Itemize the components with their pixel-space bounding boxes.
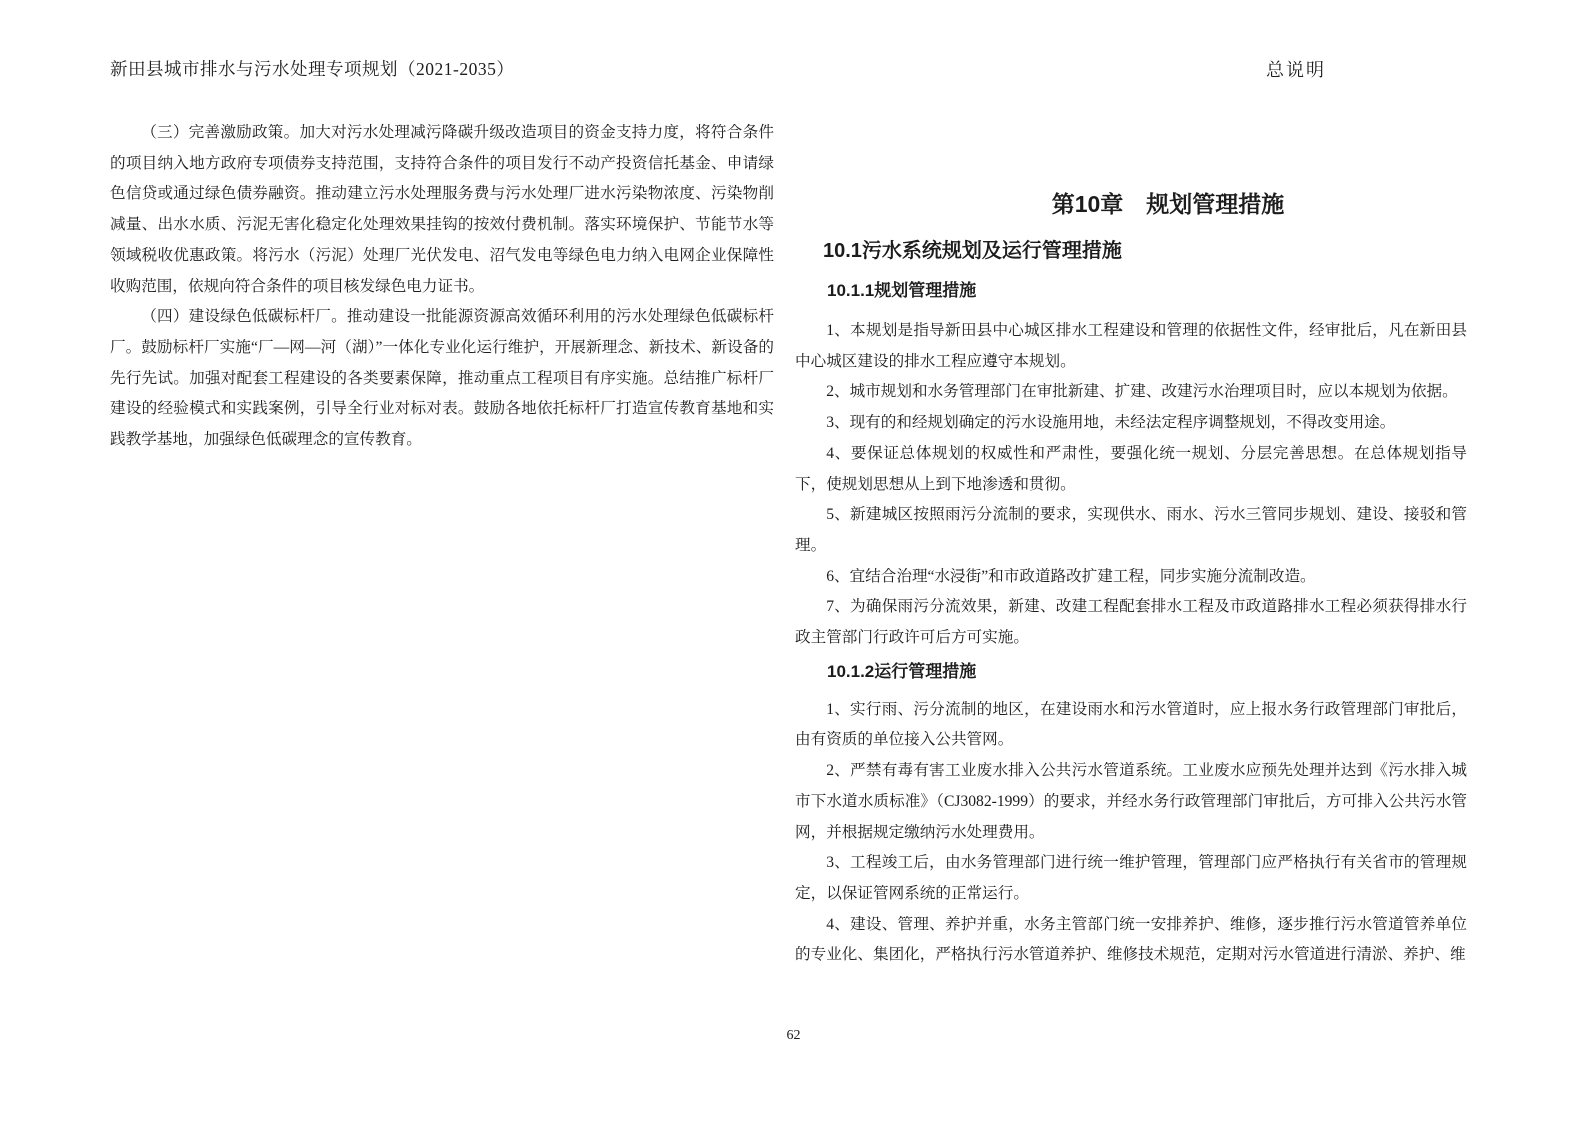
document-title: 新田县城市排水与污水处理专项规划（2021-2035） [110,59,515,79]
numbered-paragraph: 4、建设、管理、养护并重，水务主管部门统一安排养护、维修，逐步推行污水管道管养单位的专业化、集团化，严格执行污水管道养护、维修技术规范，定期对污水管道进行清淤、养护、维 [795,915,1467,964]
page-number: 62 [786,1028,801,1043]
numbered-paragraph: 3、工程竣工后，由水务管理部门进行统一维护管理，管理部门应严格执行有关省市的管理规定，以保证管网系统的正常运行。 [795,854,1467,902]
numbered-paragraph: 7、为确保雨污分流效果，新建、改建工程配套排水工程及市政道路排水工程必须获得排水行政主管部门行政许可后方可实施。 [795,598,1467,647]
left-column [110,118,774,456]
numbered-paragraph: 3、现有的和经规划确定的污水设施用地，未经法定程序调整规划，不得改变用途。 [826,414,1396,432]
section-heading-10-1: 10.1污水系统规划及运行管理措施 [823,240,1122,262]
numbered-paragraph: 1、实行雨、污分流制的地区，在建设雨水和污水管道时，应上报水务行政管理部门审批后，由有资质的单位接入公共管网。 [795,700,1467,749]
right-column [795,190,1467,971]
subsection-heading-10-1-1: 10.1.1规划管理措施 [827,281,977,300]
numbered-paragraph: 6、宜结合治理“水浸街”和市政道路改扩建工程，同步实施分流制改造。 [826,567,1316,585]
numbered-paragraph: 2、严禁有毒有害工业废水排入公共污水管道系统。工业废水应预先处理并达到《污水排入城市下水道水质标准》（CJ3082-1999）的要求，并经水务行政管理部门审批后，方可排入公共污水管网，并根据规定缴纳污水处理费用。 [795,762,1467,841]
paragraph-incentive-policy: （三）完善激励政策。加大对污水处理减污降碳升级改造项目的资金支持力度，将符合条件的项目纳入地方政府专项债券支持范围，支持符合条件的项目发行不动产投资信托基金、申请绿色信贷或通过绿色债券融资。推动建立污水处理服务费与污水处理厂进水污染物浓度、污染物削减量、出水水质、污泥无害化稳定化处理效果挂钩的按效付费机制。落实环境保护、节能节水等领域税收优惠政策。将污水（污泥）处理厂光伏发电、沼气发电等绿色电力纳入电网企业保障性收购范围，依规向符合条件的项目核发绿色电力证书。 [110,124,774,295]
numbered-paragraph: 2、城市规划和水务管理部门在审批新建、扩建、改建污水治理项目时，应以本规划为依据。 [826,383,1458,401]
numbered-paragraph: 1、本规划是指导新田县中心城区排水工程建设和管理的依据性文件，经审批后，凡在新田县中心城区建设的排水工程应遵守本规划。 [795,322,1467,370]
chapter-heading: 第10章 规划管理措施 [1051,191,1285,217]
numbered-paragraph: 4、要保证总体规划的权威性和严肃性，要强化统一规划、分层完善思想。在总体规划指导下，使规划思想从上到下地渗透和贯彻。 [795,444,1467,493]
numbered-paragraph: 5、新建城区按照雨污分流制的要求，实现供水、雨水、污水三管同步规划、建设、接驳和管理。 [795,506,1467,554]
header-section-label: 总说明 [1266,60,1326,80]
paragraph-green-benchmark-plant: （四）建设绿色低碳标杆厂。推动建设一批能源资源高效循环利用的污水处理绿色低碳标杆厂。鼓励标杆厂实施“厂—网—河（湖）”一体化专业化运行维护，开展新理念、新技术、新设备的先行先试。加强对配套工程建设的各类要素保障，推动重点工程项目有序实施。总结推广标杆厂建设的经验模式和实践案例，引导全行业对标对表。鼓励各地依托标杆厂打造宣传教育基地和实践教学基地，加强绿色低碳理念的宣传教育。 [110,308,774,449]
subsection-heading-10-1-2: 10.1.2运行管理措施 [827,661,977,681]
